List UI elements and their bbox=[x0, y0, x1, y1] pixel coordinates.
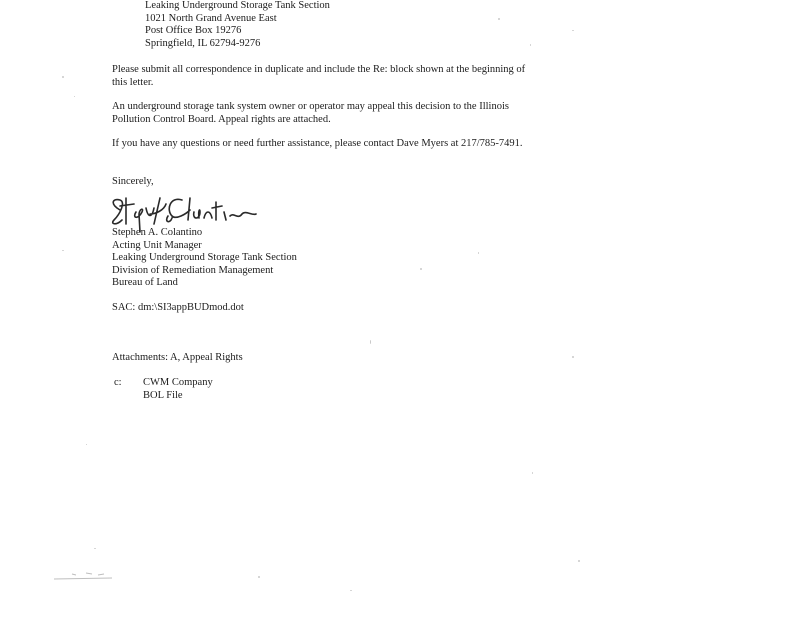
scan-speck bbox=[350, 590, 352, 591]
scan-speck bbox=[530, 44, 531, 46]
cc-label: c: bbox=[114, 377, 122, 388]
signer-division: Division of Remediation Management bbox=[112, 264, 274, 276]
scan-speck bbox=[498, 18, 500, 20]
signer-name: Stephen A. Colantino bbox=[112, 227, 203, 238]
signer-section: Leaking Underground Storage Tank Section bbox=[112, 252, 297, 263]
signer-bureau: Bureau of Land bbox=[112, 277, 178, 288]
scan-speck bbox=[370, 340, 371, 344]
attachments-line: Attachments: A, Appeal Rights bbox=[112, 352, 243, 363]
scan-speck bbox=[420, 268, 422, 270]
return-address bbox=[145, 0, 330, 50]
paragraph-submit: Please submit all correspondence in duplicate and include the Re: block shown at the beginning of this letter. bbox=[112, 64, 526, 88]
address-line: Leaking Underground Storage Tank Section bbox=[145, 0, 330, 11]
scan-speck bbox=[86, 444, 87, 445]
scan-speck bbox=[572, 356, 574, 358]
scan-speck bbox=[62, 76, 64, 78]
scan-speck bbox=[62, 250, 64, 251]
signer-title: Acting Unit Manager bbox=[112, 239, 202, 251]
scan-speck bbox=[532, 472, 533, 474]
cc-recipient: CWM Company bbox=[143, 377, 213, 388]
reference-initials: SAC: dm:\SI3appBUDmod.dot bbox=[112, 302, 244, 313]
paragraph-appeal: An underground storage tank system owner or operator may appeal this decision to the Illinois Pollution Control Board. Appeal rights are attached. bbox=[112, 101, 509, 125]
scan-speck bbox=[478, 252, 479, 254]
signature-block bbox=[112, 227, 532, 290]
scan-smudge bbox=[52, 570, 114, 582]
scan-speck bbox=[74, 96, 75, 97]
address-line: Post Office Box 19276 bbox=[145, 25, 242, 36]
scan-speck bbox=[578, 560, 580, 562]
scan-speck bbox=[258, 576, 260, 578]
address-line: 1021 North Grand Avenue East bbox=[145, 12, 277, 24]
closing: Sincerely, bbox=[112, 176, 154, 187]
scan-speck bbox=[94, 548, 96, 549]
paragraph-questions: If you have any questions or need further assistance, please contact Dave Myers at 217/785-7491. bbox=[112, 138, 523, 149]
scan-speck bbox=[572, 30, 574, 31]
address-line: Springfield, IL 62794-9276 bbox=[145, 37, 261, 49]
cc-recipient: BOL File bbox=[143, 389, 183, 401]
